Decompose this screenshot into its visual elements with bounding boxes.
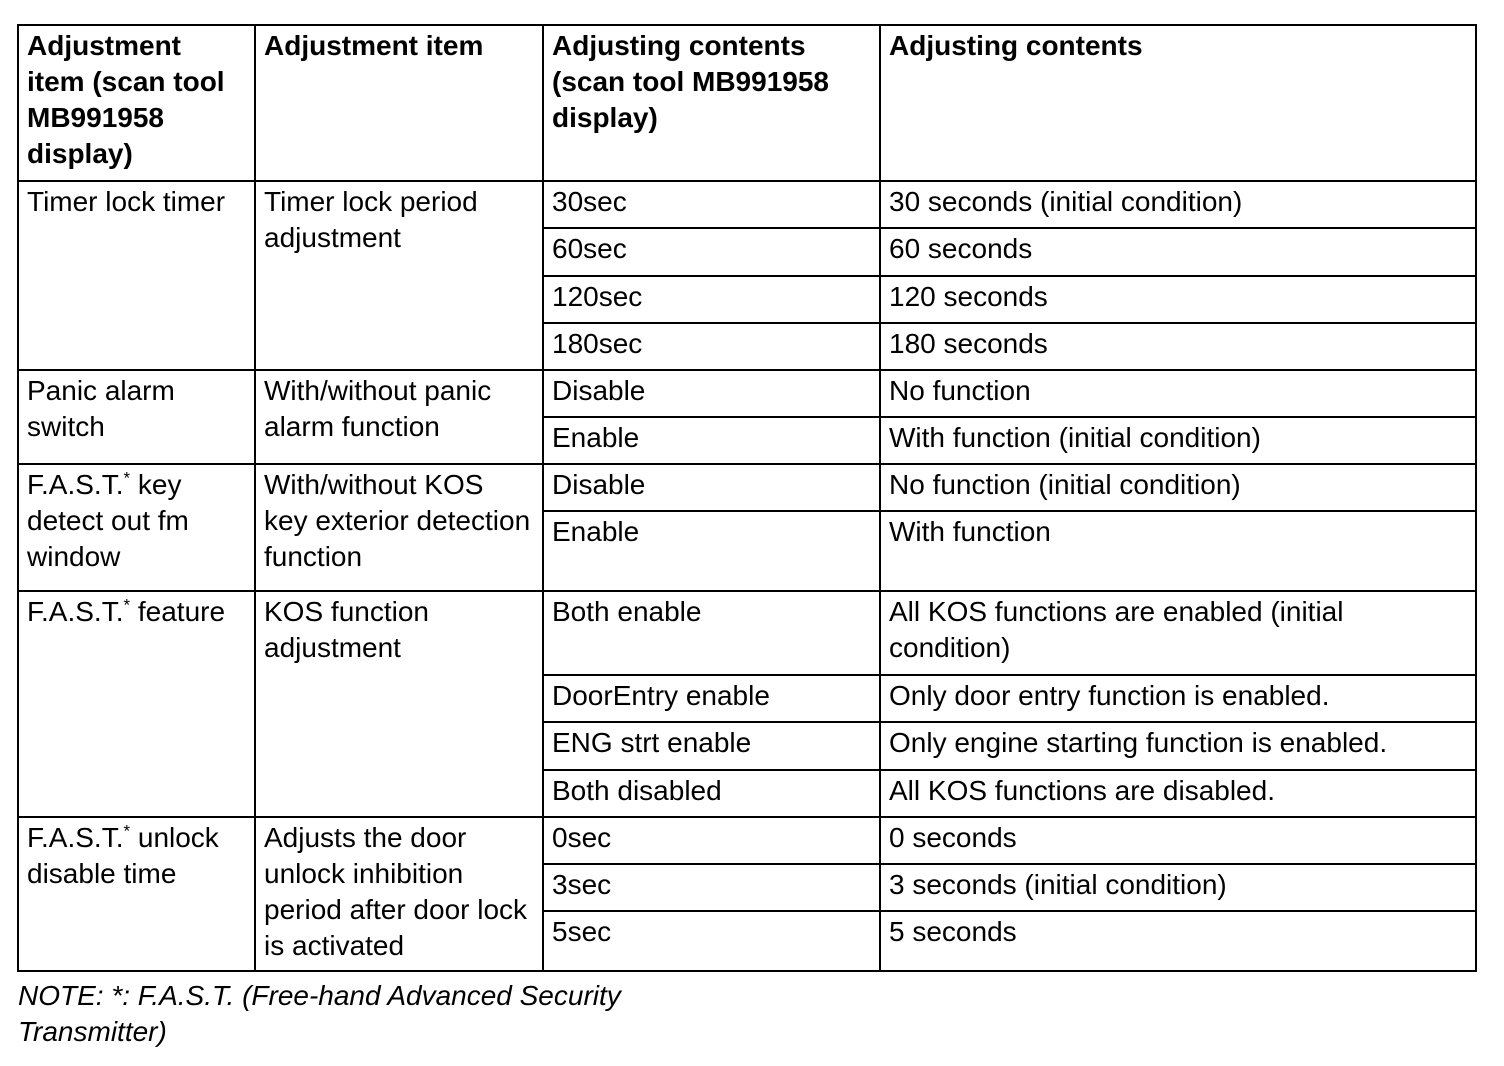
- option-display-cell: Both disabled: [543, 770, 880, 817]
- item-display-suffix: unlock disable time: [27, 821, 219, 889]
- adjustment-table: [17, 24, 1477, 972]
- item-display-cell: Panic alarm switch: [18, 370, 255, 464]
- option-display-cell: DoorEntry enable: [543, 675, 880, 722]
- option-display-cell: 5sec: [543, 911, 880, 971]
- footnote-mark: *: [123, 468, 131, 488]
- option-contents-cell: No function: [880, 370, 1476, 417]
- footnote-mark: *: [123, 821, 131, 841]
- table-row: [18, 370, 1476, 417]
- option-display-cell: 0sec: [543, 817, 880, 864]
- table-row: [18, 181, 1476, 228]
- option-contents-cell: 5 seconds: [880, 911, 1476, 971]
- header-item: Adjustment item: [255, 25, 543, 181]
- footnote: NOTE: *: F.A.S.T. (Free-hand Advanced Security Transmitter): [18, 980, 621, 1047]
- option-contents-cell: 180 seconds: [880, 323, 1476, 370]
- table-header-row: [18, 25, 1476, 181]
- option-contents-cell: With function (initial condition): [880, 417, 1476, 464]
- table-row: [18, 464, 1476, 511]
- item-display-cell: [18, 591, 255, 816]
- item-cell: Adjusts the door unlock inhibition period after door lock is activated: [255, 817, 543, 971]
- option-display-cell: Disable: [543, 464, 880, 511]
- item-cell: Timer lock period adjustment: [255, 181, 543, 369]
- option-display-cell: Disable: [543, 370, 880, 417]
- item-display-cell: Timer lock timer: [18, 181, 255, 369]
- item-cell: With/without panic alarm function: [255, 370, 543, 464]
- footnote-mark: *: [123, 595, 131, 615]
- option-display-cell: 3sec: [543, 864, 880, 911]
- item-display-suffix: key detect out fm window: [27, 468, 189, 572]
- header-contents: Adjusting contents: [880, 25, 1476, 181]
- fast-prefix: F.A.S.T.: [27, 468, 124, 500]
- option-display-cell: ENG strt enable: [543, 722, 880, 769]
- option-contents-cell: Only door entry function is enabled.: [880, 675, 1476, 722]
- option-display-cell: Enable: [543, 417, 880, 464]
- option-contents-cell: 0 seconds: [880, 817, 1476, 864]
- option-contents-cell: 3 seconds (initial condition): [880, 864, 1476, 911]
- item-display-suffix: feature: [130, 596, 226, 628]
- option-display-cell: 60sec: [543, 228, 880, 275]
- item-display-cell: [18, 817, 255, 971]
- fast-prefix: F.A.S.T.: [27, 821, 124, 853]
- item-display-cell: [18, 464, 255, 591]
- table-row: [18, 591, 1476, 675]
- option-display-cell: 120sec: [543, 276, 880, 323]
- option-display-cell: 180sec: [543, 323, 880, 370]
- header-item-display: Adjustment item (scan tool MB991958 display): [18, 25, 255, 181]
- option-contents-cell: 60 seconds: [880, 228, 1476, 275]
- item-cell: KOS function adjustment: [255, 591, 543, 816]
- fast-prefix: F.A.S.T.: [27, 596, 124, 628]
- option-display-cell: Both enable: [543, 591, 880, 675]
- option-contents-cell: All KOS functions are enabled (initial condition): [880, 591, 1476, 675]
- header-contents-display: Adjusting contents (scan tool MB991958 display): [543, 25, 880, 181]
- item-cell: With/without KOS key exterior detection function: [255, 464, 543, 591]
- option-contents-cell: With function: [880, 511, 1476, 591]
- option-contents-cell: 120 seconds: [880, 276, 1476, 323]
- option-contents-cell: All KOS functions are disabled.: [880, 770, 1476, 817]
- option-display-cell: 30sec: [543, 181, 880, 228]
- option-contents-cell: No function (initial condition): [880, 464, 1476, 511]
- option-contents-cell: Only engine starting function is enabled.: [880, 722, 1476, 769]
- table-row: [18, 817, 1476, 864]
- option-contents-cell: 30 seconds (initial condition): [880, 181, 1476, 228]
- option-display-cell: Enable: [543, 511, 880, 591]
